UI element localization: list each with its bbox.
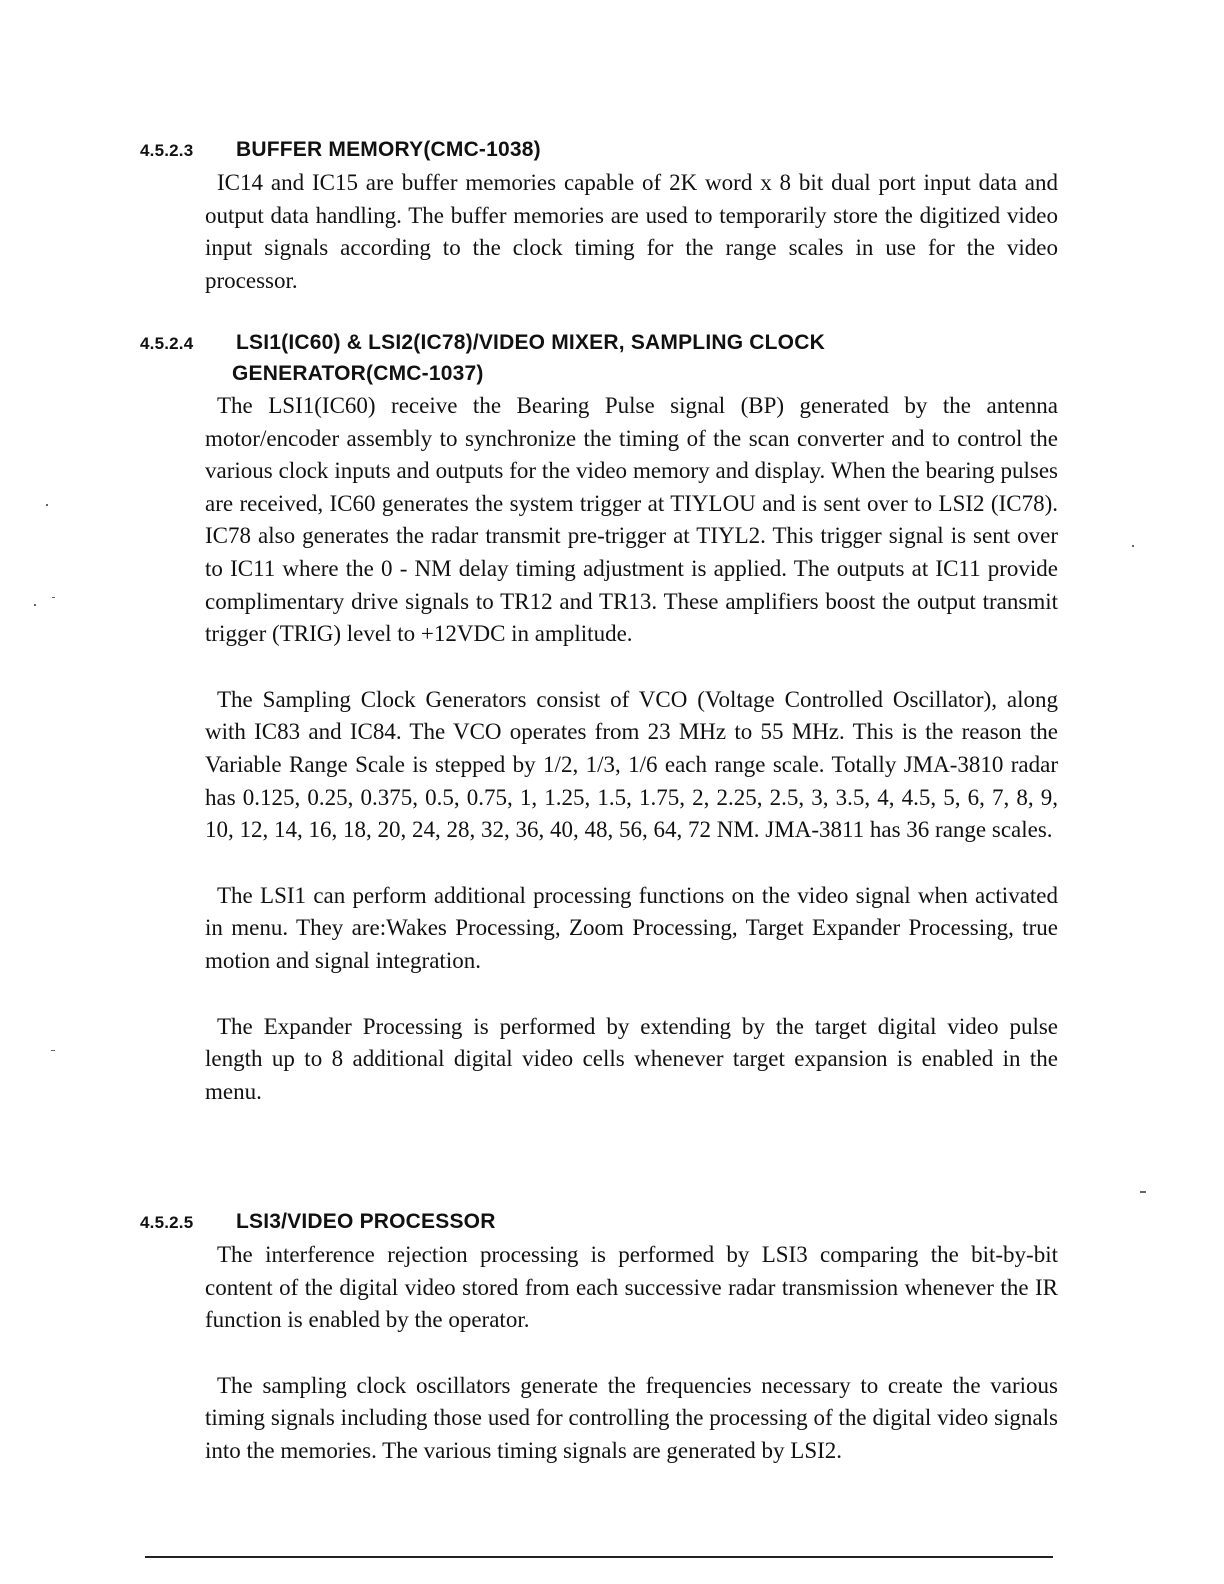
section-title: LSI1(IC60) & LSI2(IC78)/VIDEO MIXER, SAMPLING CLOCK (236, 331, 825, 354)
paragraph: IC14 and IC15 are buffer memories capable of 2K word x 8 bit dual port input data and output data handling. The buffer memories are used to temporarily store the digitized video input signals according to the clock timing for the range scales in use for the video processor. (205, 170, 1058, 293)
paragraph: The LSI1 can perform additional processing functions on the video signal when activated in menu. They are:Wakes Processing, Zoom Processing, Target Expander Processing, true motion and signal integration. (205, 882, 1058, 973)
paragraph: The Expander Processing is performed by extending by the target digital video pulse length up to 8 additional digital video cells whenever target expansion is enabled in the menu. (205, 1013, 1058, 1104)
paragraph: The Sampling Clock Generators consist of VCO (Voltage Controlled Oscillator), along with IC83 and IC84. The VCO operates from 23 MHz to 55 MHz. This is the reason the Variable Range Scale is stepped by 1/2, 1/3, 1/6 each range scale. Totally JMA-3810 radar has 0.125, 0.25, 0.375, 0.5, 0.75, 1, 1.25, 1.5, 1.75, 2, 2.25, 2.5, 3, 3.5, 4, 4.5, 5, 6, 7, 8, 9, 10, 12, 14, 16, 18, 20, 24, 28, 32, 36, 40, 48, 56, 64, 72 NM. JMA-3811 has 36 range scales. (205, 686, 1058, 843)
footer-rule (145, 1556, 1053, 1558)
section-heading (140, 135, 1060, 166)
section-number: 4.5.2.4 (140, 334, 194, 353)
paragraph: The interference rejection processing is performed by LSI3 comparing the bit-by-bit content of the digital video stored from each successive radar transmission whenever the IR function is enabled by the operator. (205, 1242, 1058, 1333)
paragraph: The LSI1(IC60) receive the Bearing Pulse signal (BP) generated by the antenna motor/encoder assembly to synchronize the timing of the scan converter and to control the various clock inputs and outputs for the video memory and display. When the bearing pulses are received, IC60 generates the system trigger at TIYLOU and is sent over to LSI2 (IC78). IC78 also generates the radar transmit pre-trigger at TIYL2. This trigger signal is sent over to IC11 where the 0 - NM delay timing adjustment is applied. The outputs at IC11 provide complimentary drive signals to TR12 and TR13. These amplifiers boost the output transmit trigger (TRIG) level to +12VDC in amplitude. (205, 393, 1058, 647)
section-lsi3-video-processor (140, 1207, 1060, 1468)
section-title: BUFFER MEMORY(CMC-1038) (236, 138, 541, 161)
section-heading (140, 328, 1060, 389)
scan-speck (34, 604, 36, 606)
section-title-continued: GENERATOR(CMC-1037) (232, 362, 484, 385)
paragraph: The sampling clock oscillators generate the frequencies necessary to create the various timing signals including those used for controlling the processing of the digital video signals into the memories. The various timing signals are generated by LSI2. (205, 1372, 1058, 1463)
scan-speck (46, 504, 48, 506)
scan-speck (52, 597, 55, 598)
section-heading (140, 1207, 1060, 1238)
section-lsi-video-mixer (140, 328, 1060, 1108)
section-buffer-memory (140, 135, 1060, 297)
section-title: LSI3/VIDEO PROCESSOR (236, 1210, 496, 1233)
section-number: 4.5.2.3 (140, 141, 194, 160)
section-number: 4.5.2.5 (140, 1213, 194, 1232)
scan-speck (1132, 545, 1134, 547)
scan-speck (1140, 1191, 1146, 1193)
scan-speck (51, 1050, 55, 1051)
